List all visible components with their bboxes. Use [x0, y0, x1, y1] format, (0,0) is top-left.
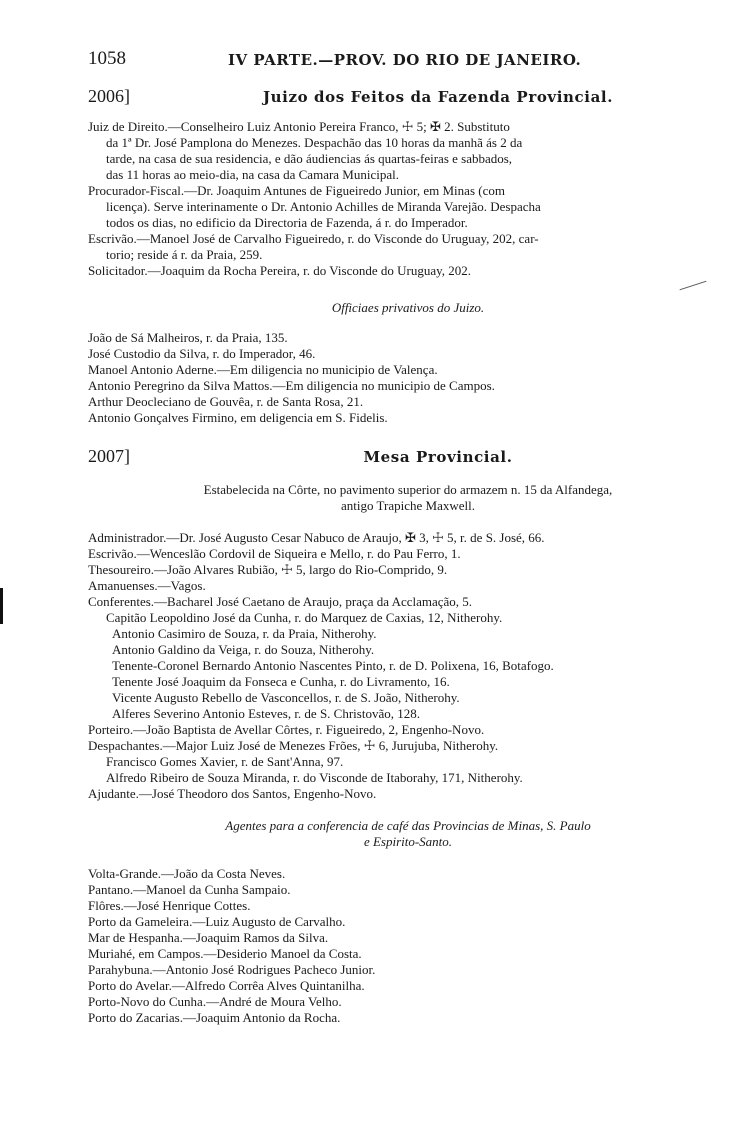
text-line: torio; reside á r. da Praia, 259. [106, 247, 263, 262]
section-heading-2007 [88, 446, 728, 468]
page-number: 1058 [88, 48, 126, 69]
text-line: Alfredo Ribeiro de Souza Miranda, r. do Visconde de Itaborahy, 171, Nitherohy. [106, 770, 523, 785]
text-line: Administrador.—Dr. José Augusto Cesar Nabuco de Araujo, ✠ 3, ☩ 5, r. de S. José, 66. [88, 530, 545, 545]
section-title: Mesa Provincial. [363, 448, 513, 466]
section-title: Juizo dos Feitos da Fazenda Provincial. [262, 88, 614, 106]
list-item: Antonio Gonçalves Firmino, em deligencia em S. Fidelis. [88, 410, 388, 425]
list-item: Porto do Zacarias.—Joaquim Antonio da Rocha. [88, 1010, 341, 1025]
text-line: Conferentes.—Bacharel José Caetano de Araujo, praça da Acclamação, 5. [88, 594, 473, 609]
text-line: Alferes Severino Antonio Esteves, r. de S. Christovão, 128. [112, 706, 420, 721]
text-line: Francisco Gomes Xavier, r. de Sant'Anna, 97. [106, 754, 344, 769]
text-line: Procurador-Fiscal.—Dr. Joaquim Antunes de Figueiredo Junior, em Minas (com [88, 183, 505, 198]
section-number: 2007] [88, 446, 130, 466]
list-item: Muriahé, em Campos.—Desiderio Manoel da Costa. [88, 946, 362, 961]
list-item: Mar de Hespanha.—Joaquim Ramos da Silva. [88, 930, 329, 945]
text-line: Tenente José Joaquim da Fonseca e Cunha, r. do Livramento, 16. [112, 674, 450, 689]
text-line: Thesoureiro.—João Alvares Rubião, ☩ 5, largo do Rio-Comprido, 9. [88, 562, 448, 577]
text-line: Antonio Casimiro de Souza, r. da Praia, Nitherohy. [112, 626, 377, 641]
list-item: Pantano.—Manoel da Cunha Sampaio. [88, 882, 291, 897]
list-item: Porto-Novo do Cunha.—André de Moura Velho. [88, 994, 342, 1009]
text-line: da 1ª Dr. José Pamplona do Menezes. Despachão das 10 horas da manhã ás 2 da [106, 135, 523, 150]
list-item: Flôres.—José Henrique Cottes. [88, 898, 251, 913]
text-line: Ajudante.—José Theodoro dos Santos, Engenho-Novo. [88, 786, 377, 801]
text-line: tarde, na casa de sua residencia, e dão áudiencias ás quartas-feiras e sabbados, [106, 151, 513, 166]
section-heading-2006 [88, 86, 728, 108]
intro-line: antigo Trapiche Maxwell. [341, 498, 475, 513]
text-line: Despachantes.—Major Luiz José de Menezes Frões, ☩ 6, Jurujuba, Nitherohy. [88, 738, 499, 753]
running-head: IV PARTE.—PROV. DO RIO DE JANEIRO. [228, 51, 582, 69]
intro-line: Estabelecida na Côrte, no pavimento superior do armazem n. 15 da Alfandega, [203, 482, 613, 497]
list-item: Antonio Peregrino da Silva Mattos.—Em diligencia no municipio de Campos. [88, 378, 495, 393]
text-line: Vicente Augusto Rebello de Vasconcellos, r. de S. João, Nitherohy. [112, 690, 460, 705]
list-item: Arthur Deocleciano de Gouvêa, r. de Santa Rosa, 21. [88, 394, 364, 409]
text-line: todos os dias, no edificio da Directoria de Fazenda, á r. do Imperador. [106, 215, 468, 230]
list-item: João de Sá Malheiros, r. da Praia, 135. [88, 330, 288, 345]
text-line: Solicitador.—Joaquim da Rocha Pereira, r. do Visconde do Uruguay, 202. [88, 263, 472, 278]
text-line: Capitão Leopoldino José da Cunha, r. do Marquez de Caxias, 12, Nitherohy. [106, 610, 503, 625]
list-item: Volta-Grande.—João da Costa Neves. [88, 866, 286, 881]
agents-heading: e Espirito-Santo. [363, 834, 453, 849]
text-line: Porteiro.—João Baptista de Avellar Côrtes, r. Figueiredo, 2, Engenho-Novo. [88, 722, 485, 737]
agents-heading: Agentes para a conferencia de café das Provincias de Minas, S. Paulo [225, 818, 591, 833]
subheading: Officiaes privativos do Juizo. [331, 300, 485, 315]
text-line: Tenente-Coronel Bernardo Antonio Nascentes Pinto, r. de D. Polixena, 16, Botafogo. [112, 658, 554, 673]
text-line: Escrivão.—Wenceslão Cordovil de Siqueira e Mello, r. do Pau Ferro, 1. [88, 546, 461, 561]
list-item: José Custodio da Silva, r. do Imperador, 46. [88, 346, 316, 361]
binding-edge-mark [0, 588, 3, 624]
text-line: Juiz de Direito.—Conselheiro Luiz Antonio Pereira Franco, ☩ 5; ✠ 2. Substituto [88, 119, 510, 134]
text-line: Antonio Galdino da Veiga, r. do Souza, Nitherohy. [112, 642, 375, 657]
text-line: licença). Serve interinamente o Dr. Antonio Achilles de Miranda Varejão. Despacha [106, 199, 541, 214]
section-number: 2006] [88, 86, 130, 106]
list-item: Porto da Gameleira.—Luiz Augusto de Carvalho. [88, 914, 346, 929]
text-line: Amanuenses.—Vagos. [88, 578, 206, 593]
text-line: das 11 horas ao meio-dia, na casa da Camara Municipal. [106, 167, 399, 182]
pencil-mark [680, 281, 707, 291]
list-item: Manoel Antonio Aderne.—Em diligencia no municipio de Valença. [88, 362, 438, 377]
page-header [88, 48, 728, 70]
list-item: Parahybuna.—Antonio José Rodrigues Pacheco Junior. [88, 962, 376, 977]
text-line: Escrivão.—Manoel José de Carvalho Figueiredo, r. do Visconde do Uruguay, 202, car- [88, 231, 539, 246]
list-item: Porto do Avelar.—Alfredo Corrêa Alves Quintanilha. [88, 978, 365, 993]
